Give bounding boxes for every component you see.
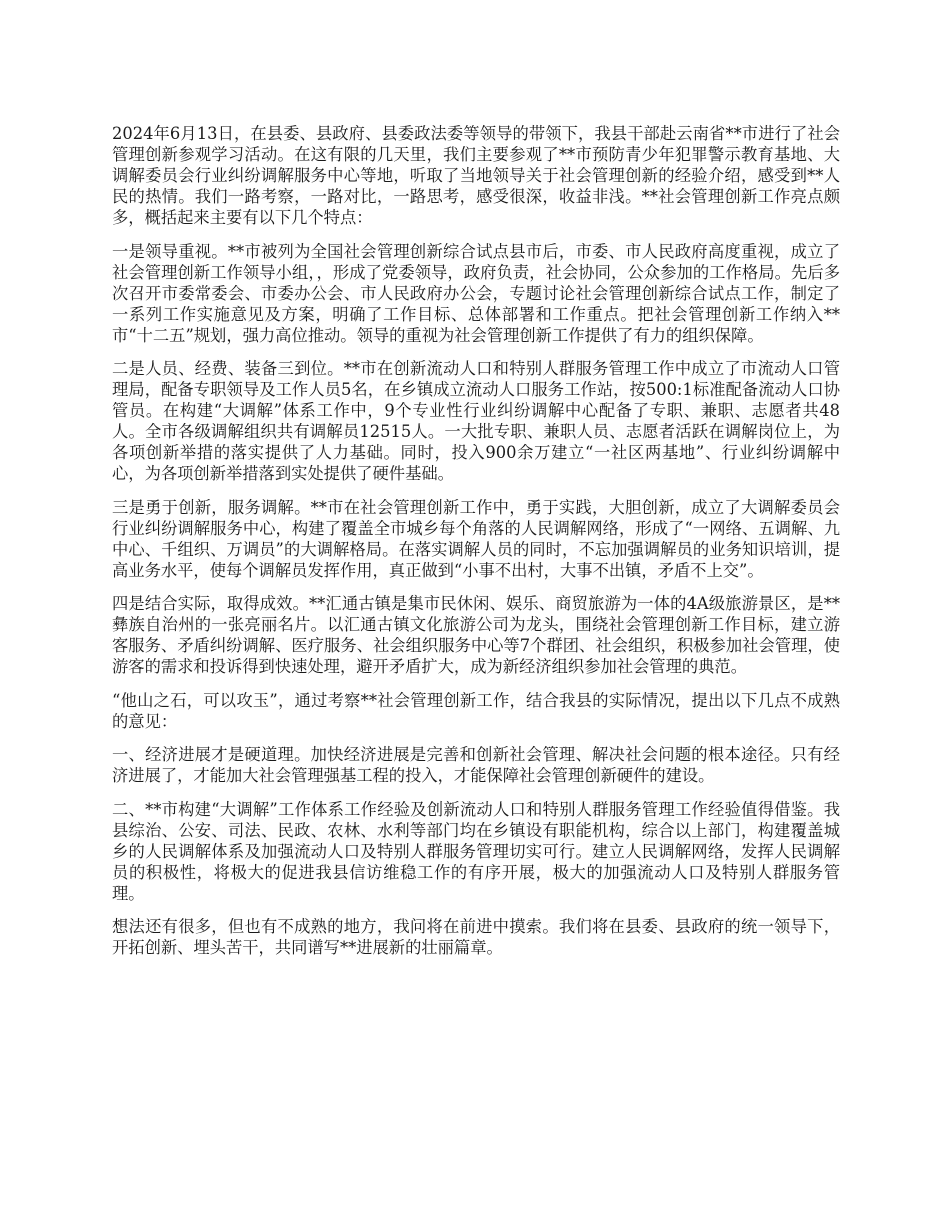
paragraph-intro: 2024年6月13日，在县委、县政府、县委政法委等领导的带领下，我县干部赴云南省**市进行了社会管理创新参观学习活动。在这有限的几天里，我们主要参观了**市预防青少年犯罪警示教育基地、大调解委员会行业纠纷调解服务中心等地，听取了当地领导关于社会管理创新的经验介绍，感受到**人民的热情。我们一路考察，一路对比，一路思考，感受很深，收益非浅。**社会管理创新工作亮点颇多，概括起来主要有以下几个特点： — [112, 124, 840, 227]
paragraph-conclusion: 想法还有很多，但也有不成熟的地方，我问将在前进中摸索。我们将在县委、县政府的统一领导下，开拓创新、埋头苦干，共同谱写**进展新的壮丽篇章。 — [112, 917, 840, 957]
paragraph-suggestion-1: 一、经济进展才是硬道理。加快经济进展是完善和创新社会管理、解决社会问题的根本途径。只有经济进展了，才能加大社会管理强基工程的投入，才能保障社会管理创新硬件的建设。 — [112, 745, 840, 785]
document-body — [112, 123, 840, 971]
paragraph-results: 四是结合实际，取得成效。**汇通古镇是集市民休闲、娱乐、商贸旅游为一体的4A级旅游景区，是**彝族自治州的一张亮丽名片。以汇通古镇文化旅游公司为龙头，围绕社会管理创新工作目标，建立游客服务、矛盾纠纷调解、医疗服务、社会组织服务中心等7个群团、社会组织，积极参加社会管理，使游客的需求和投诉得到快速处理，避开矛盾扩大，成为新经济组织参加社会管理的典范。 — [112, 594, 840, 676]
paragraph-suggestions-intro: “他山之石，可以攻玉”，通过考察**社会管理创新工作，结合我县的实际情况，提出以下几点不成熟的意见： — [112, 690, 840, 731]
paragraph-innovation: 三是勇于创新，服务调解。**市在社会管理创新工作中，勇于实践，大胆创新，成立了大调解委员会行业纠纷调解服务中心，构建了覆盖全市城乡每个角落的人民调解网络，形成了“一网络、五调解、九中心、千组织、万调员”的大调解格局。在落实调解人员的同时，不忘加强调解员的业务知识培训，提高业务水平，使每个调解员发挥作用，真正做到“小事不出村，大事不出镇，矛盾不上交”。 — [112, 497, 840, 580]
paragraph-resources: 二是人员、经费、装备三到位。**市在创新流动人口和特别人群服务管理工作中成立了市流动人口管理局，配备专职领导及工作人员5名，在乡镇成立流动人口服务工作站，按500:1标准配备流动人口协管员。在构建“大调解”体系工作中，9个专业性行业纠纷调解中心配备了专职、兼职、志愿者共48人。全市各级调解组织共有调解员12515人。一大批专职、兼职人员、志愿者活跃在调解岗位上，为各项创新举措的落实提供了人力基础。同时，投入900余万建立“一社区两基地”、行业纠纷调解中心，为各项创新举措落到实处提供了硬件基础。 — [112, 359, 840, 483]
paragraph-suggestion-2: 二、**市构建“大调解”工作体系工作经验及创新流动人口和特别人群服务管理工作经验值得借鉴。我县综治、公安、司法、民政、农林、水利等部门均在乡镇设有职能机构，综合以上部门，构建覆盖城乡的人民调解体系及加强流动人口及特别人群服务管理切实可行。建立人民调解网络，发挥人民调解员的积极性，将极大的促进我县信访维稳工作的有序开展，极大的加强流动人口及特别人群服务管理。 — [112, 799, 840, 903]
paragraph-leadership: 一是领导重视。**市被列为全国社会管理创新综合试点县市后，市委、市人民政府高度重视，成立了社会管理创新工作领导小组，，形成了党委领导，政府负责，社会协同，公众参加的工作格局。先后多次召开市委常委会、市委办公会、市人民政府办公会，专题讨论社会管理创新综合试点工作，制定了一系列工作实施意见及方案，明确了工作目标、总体部署和工作重点。把社会管理创新工作纳入**市“十二五”规划，强力高位推动。领导的重视为社会管理创新工作提供了有力的组织保障。 — [112, 241, 840, 345]
